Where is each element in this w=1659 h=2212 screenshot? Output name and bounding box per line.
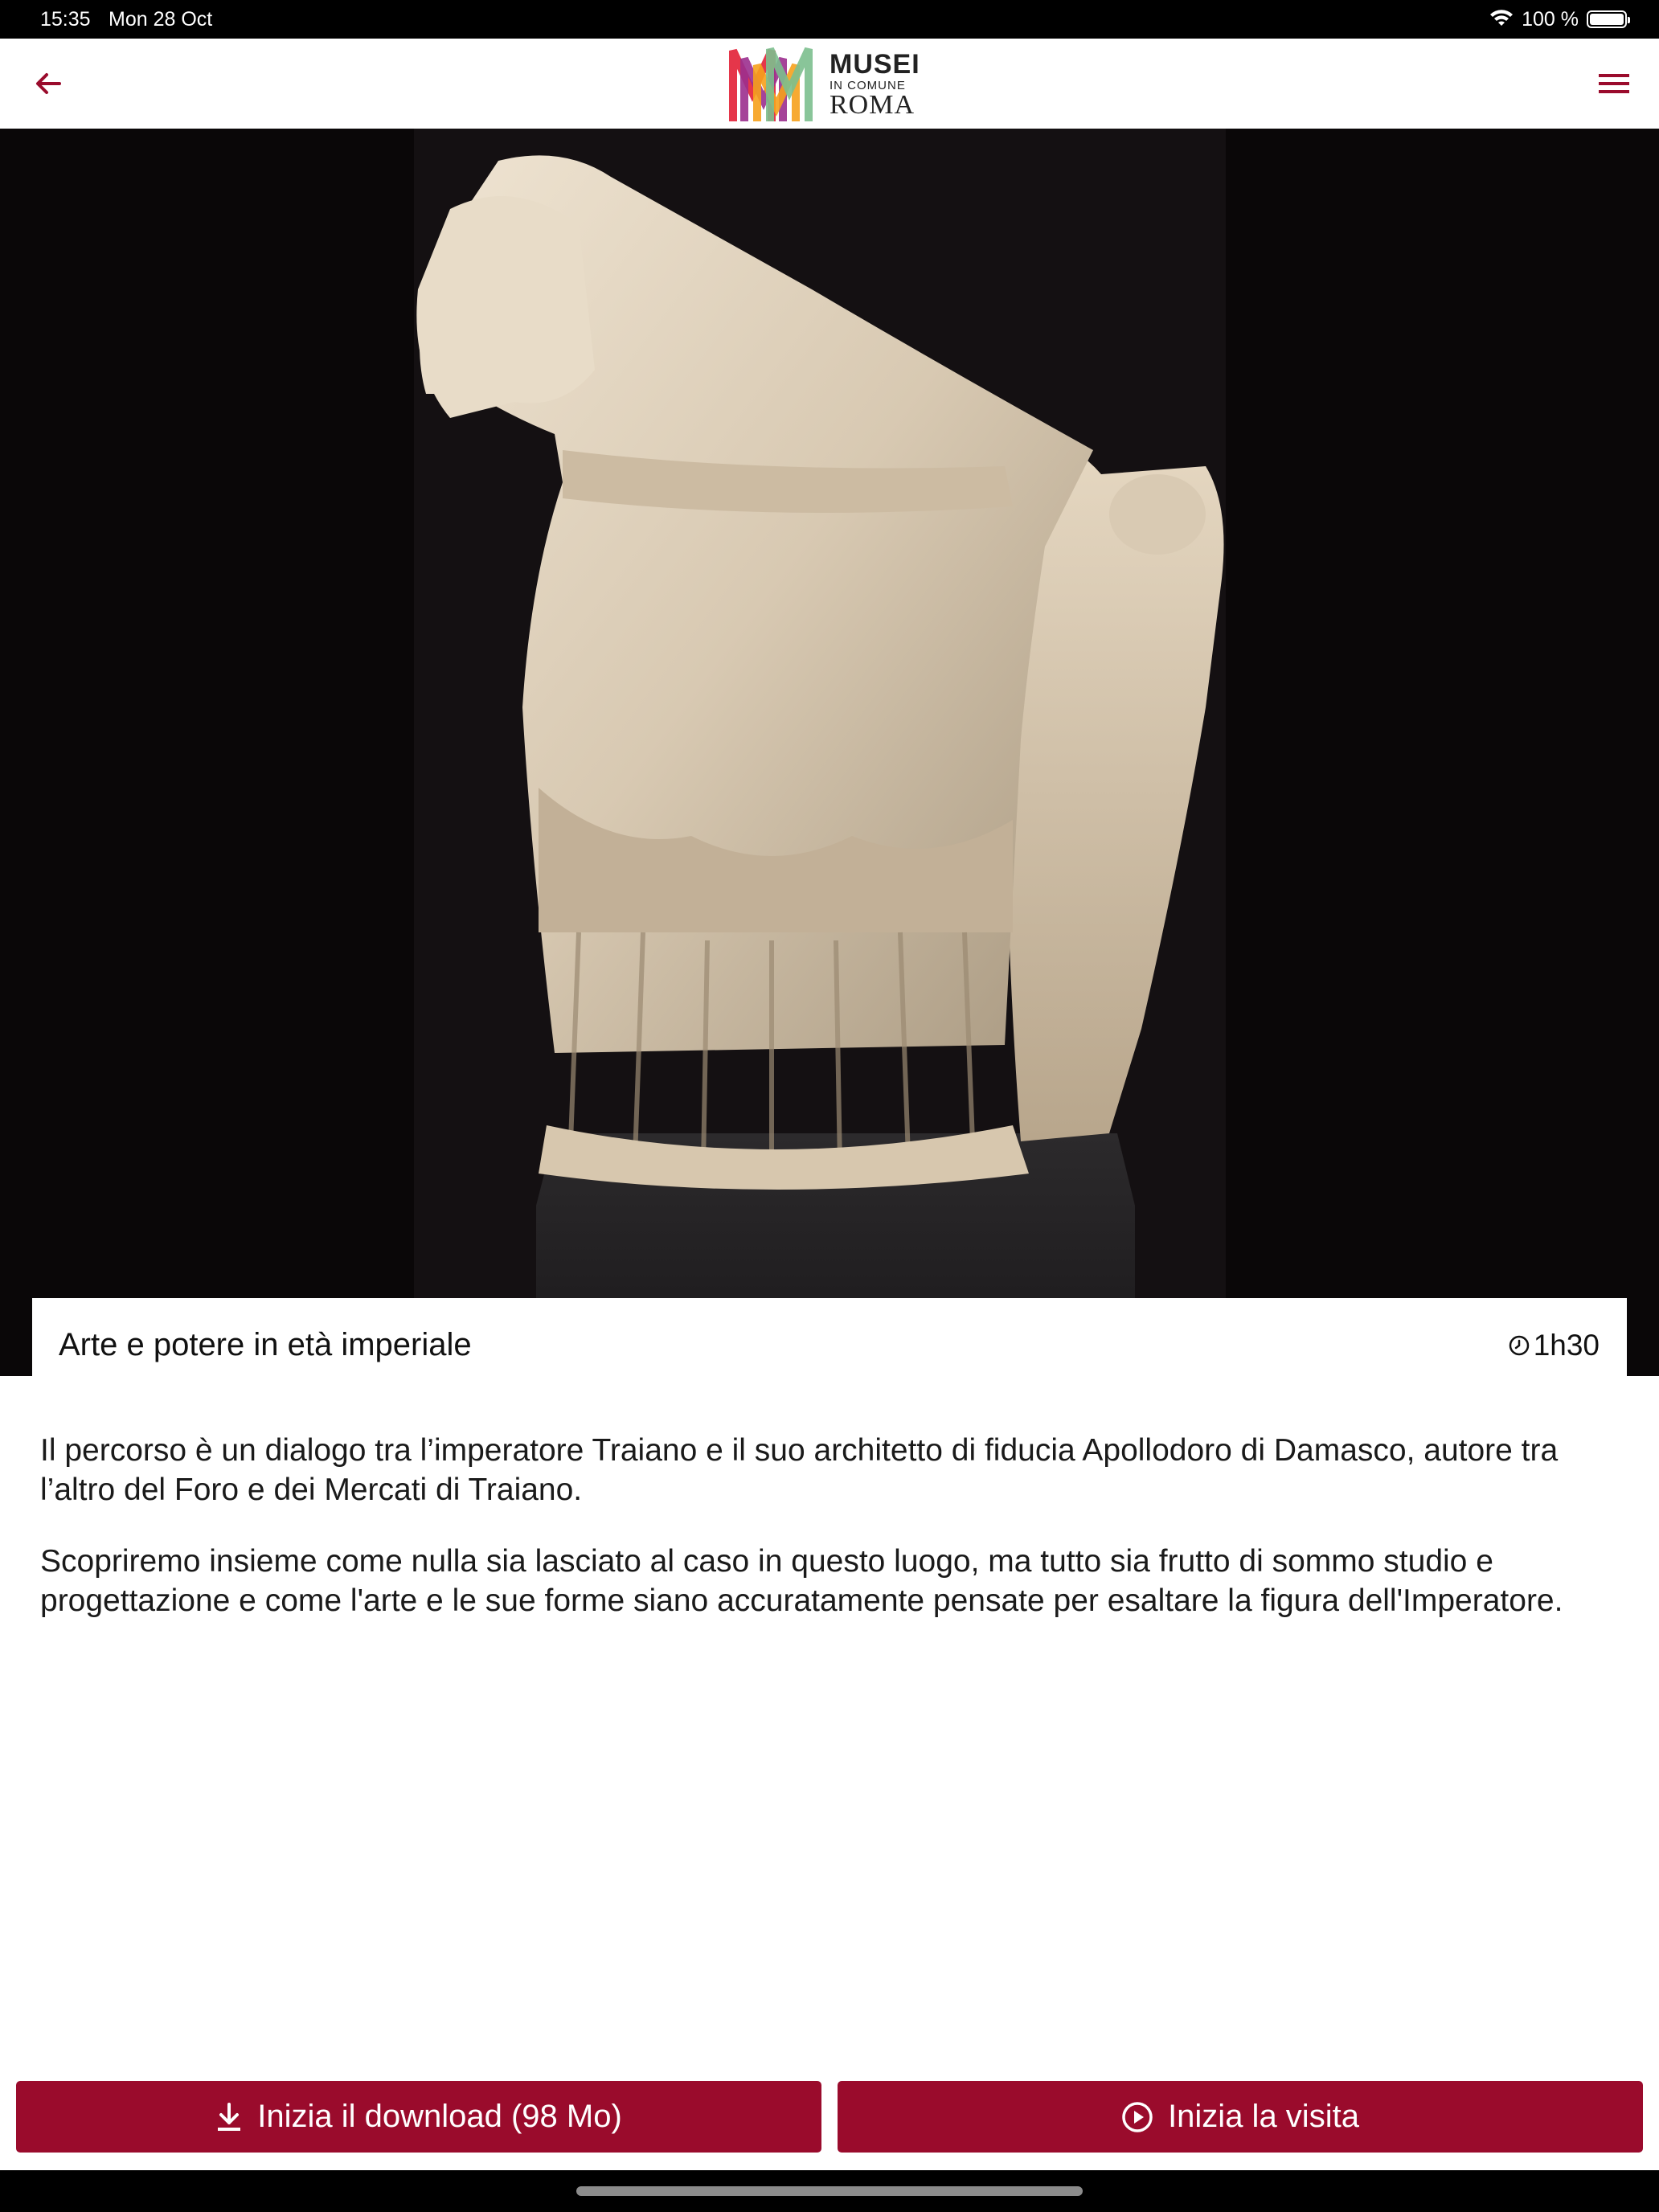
tour-title: Arte e potere in età imperiale: [59, 1327, 472, 1362]
home-indicator-bar: [0, 2170, 1659, 2212]
logo-line-2: IN COMUNE: [830, 78, 906, 92]
tour-duration-text: 1h30: [1533, 1329, 1600, 1362]
status-time: 15:35: [40, 8, 91, 31]
battery-percent: 100 %: [1522, 8, 1579, 31]
description-paragraph-1: Il percorso è un dialogo tra l’imperatore Traiano e il suo architetto di fiducia Apollodoro di Damasco, autore tra l’altro del Foro e dei Mercati di Traiano.: [40, 1433, 1559, 1507]
home-indicator[interactable]: [576, 2186, 1083, 2196]
description-paragraph-2: Scopriremo insieme come nulla sia lasciato al caso in questo luogo, ma tutto sia frutto di sommo studio e progettazione e come l'arte e le sue forme siano accuratamente pensate per esaltare la figura dell'Imperatore.: [40, 1544, 1563, 1618]
clock-icon: [1508, 1334, 1530, 1357]
tour-description: [40, 1431, 1624, 1653]
status-bar: [0, 0, 1659, 39]
back-button[interactable]: [27, 63, 69, 104]
download-icon: [215, 2102, 243, 2132]
download-button[interactable]: [16, 2081, 821, 2153]
start-visit-button-label: Inizia la visita: [1168, 2099, 1359, 2134]
wifi-icon: [1489, 10, 1514, 29]
menu-button[interactable]: [1593, 63, 1635, 104]
status-date: Mon 28 Oct: [109, 8, 213, 31]
statue-image: [0, 129, 1659, 1376]
logo-line-3: ROMA: [830, 89, 916, 120]
arrow-left-icon: [34, 69, 63, 98]
logo-mark-icon: [728, 44, 818, 125]
museum-logo: [728, 43, 920, 125]
tour-title-card: [32, 1298, 1627, 1376]
start-visit-button[interactable]: [838, 2081, 1643, 2153]
hero-image: [0, 129, 1659, 1376]
download-button-label: Inizia il download (98 Mo): [257, 2099, 622, 2134]
hamburger-menu-icon: [1599, 72, 1629, 96]
battery-icon: [1587, 10, 1627, 28]
tour-duration: [1508, 1298, 1600, 1392]
status-indicators: [1489, 0, 1627, 39]
play-circle-icon: [1121, 2101, 1153, 2133]
logo-line-1: MUSEI: [830, 48, 920, 80]
app-header: [0, 39, 1659, 129]
